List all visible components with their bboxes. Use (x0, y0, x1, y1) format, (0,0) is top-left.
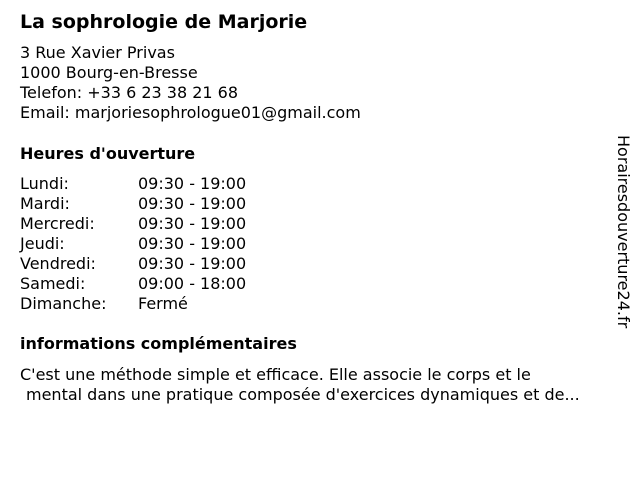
day-label: Vendredi: (20, 254, 96, 273)
opening-hours-table (20, 174, 246, 314)
address-line-2: 1000 Bourg-en-Bresse (20, 63, 198, 82)
description-line-2: mental dans une pratique composée d'exercices dynamiques et de... (26, 385, 580, 404)
hours-row-friday (20, 254, 246, 274)
contact-block (20, 43, 361, 123)
business-name: La sophrologie de Marjorie (20, 11, 308, 33)
day-label: Jeudi: (20, 234, 65, 253)
day-label: Dimanche: (20, 294, 107, 313)
website-watermark: Horairesdouverture24.fr (614, 135, 633, 329)
hours-row-monday (20, 174, 246, 194)
day-label: Lundi: (20, 174, 69, 193)
hours-row-saturday (20, 274, 246, 294)
opening-time: 09:30 - 19:00 (138, 194, 247, 213)
additional-info-text (20, 365, 610, 405)
opening-hours-heading: Heures d'ouverture (20, 144, 196, 163)
hours-row-thursday (20, 234, 246, 254)
hours-row-wednesday (20, 214, 246, 234)
day-label: Samedi: (20, 274, 86, 293)
day-label: Mardi: (20, 194, 70, 213)
day-label: Mercredi: (20, 214, 95, 233)
opening-time: 09:30 - 19:00 (138, 214, 247, 233)
additional-info-heading: informations complémentaires (20, 334, 297, 353)
opening-time: 09:30 - 19:00 (138, 234, 247, 253)
opening-time: 09:30 - 19:00 (138, 254, 247, 273)
opening-time: Fermé (138, 294, 188, 313)
address-line-1: 3 Rue Xavier Privas (20, 43, 175, 62)
email-line: Email: marjoriesophrologue01@gmail.com (20, 103, 361, 122)
phone-line: Telefon: +33 6 23 38 21 68 (20, 83, 239, 102)
opening-time: 09:30 - 19:00 (138, 174, 247, 193)
description-line-1: C'est une méthode simple et efficace. Elle associe le corps et le (20, 365, 531, 384)
hours-row-sunday (20, 294, 246, 314)
opening-time: 09:00 - 18:00 (138, 274, 247, 293)
hours-row-tuesday (20, 194, 246, 214)
